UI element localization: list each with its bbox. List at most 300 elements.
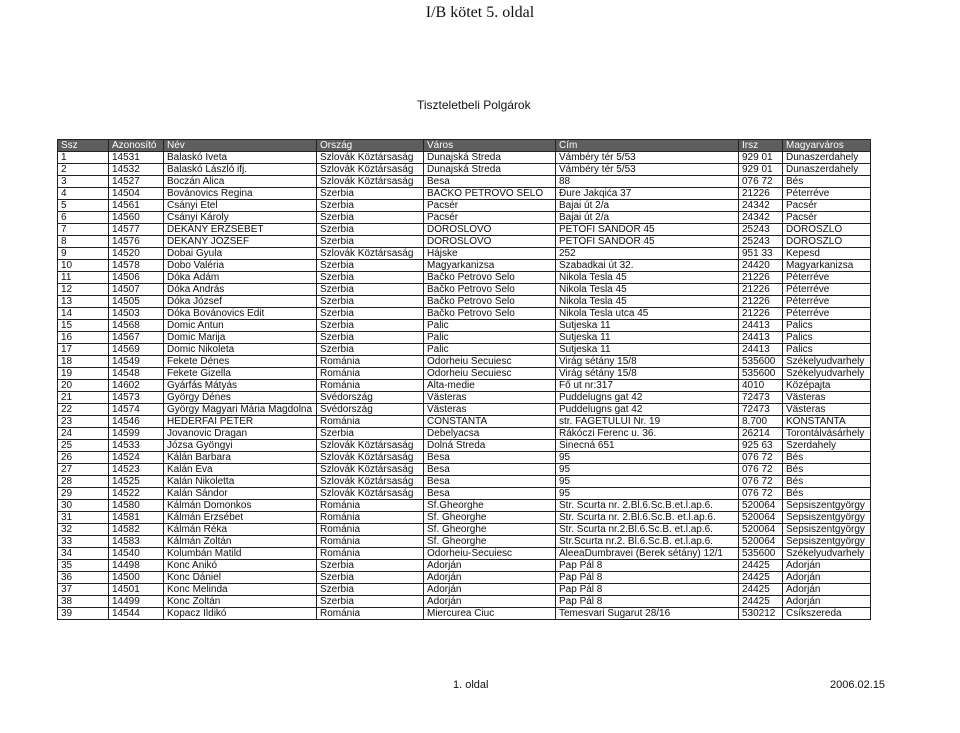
cell-magyarvaros: Bés bbox=[783, 488, 871, 500]
cell-orszag: Szerbia bbox=[317, 260, 424, 272]
cell-azonosito: 14599 bbox=[109, 428, 164, 440]
cell-irsz: 25243 bbox=[739, 236, 783, 248]
cell-magyarvaros: Péterréve bbox=[783, 284, 871, 296]
header-row bbox=[58, 140, 871, 152]
cell-irsz: 21226 bbox=[739, 272, 783, 284]
cell-magyarvaros: Szerdahely bbox=[783, 440, 871, 452]
cell-irsz: 535600 bbox=[739, 356, 783, 368]
cell-varos: Sf.Gheorghe bbox=[424, 500, 556, 512]
cell-orszag: Románia bbox=[317, 608, 424, 620]
cell-azonosito: 14523 bbox=[109, 464, 164, 476]
cell-varos: DOROSLOVO bbox=[424, 236, 556, 248]
cell-magyarvaros: Székelyudvarhely bbox=[783, 548, 871, 560]
cell-irsz: 535600 bbox=[739, 368, 783, 380]
table-row bbox=[58, 524, 871, 536]
cell-azonosito: 14501 bbox=[109, 584, 164, 596]
cell-azonosito: 14569 bbox=[109, 344, 164, 356]
cell-ssz: 9 bbox=[58, 248, 109, 260]
cell-cim: Puddelugns gat 42 bbox=[556, 404, 739, 416]
cell-azonosito: 14577 bbox=[109, 224, 164, 236]
cell-nev: Józsa Gyöngyi bbox=[164, 440, 317, 452]
table-row bbox=[58, 452, 871, 464]
cell-nev: György Dénes bbox=[164, 392, 317, 404]
cell-cim: Puddelugns gat 42 bbox=[556, 392, 739, 404]
cell-cim: Pap Pál 8 bbox=[556, 584, 739, 596]
cell-orszag: Románia bbox=[317, 500, 424, 512]
cell-cim: Fő ut nr:317 bbox=[556, 380, 739, 392]
cell-orszag: Svédország bbox=[317, 404, 424, 416]
cell-magyarvaros: Adorján bbox=[783, 560, 871, 572]
cell-orszag: Románia bbox=[317, 416, 424, 428]
cell-varos: Sf. Gheorghe bbox=[424, 512, 556, 524]
cell-cim: Vámbéry tér 5/53 bbox=[556, 152, 739, 164]
cell-irsz: 21226 bbox=[739, 188, 783, 200]
cell-varos: Västeras bbox=[424, 392, 556, 404]
cell-nev: Balaskó Iveta bbox=[164, 152, 317, 164]
cell-azonosito: 14505 bbox=[109, 296, 164, 308]
cell-orszag: Szerbia bbox=[317, 200, 424, 212]
cell-orszag: Szerbia bbox=[317, 320, 424, 332]
cell-ssz: 2 bbox=[58, 164, 109, 176]
cell-irsz: 925 63 bbox=[739, 440, 783, 452]
cell-magyarvaros: Sepsiszentgyörgy bbox=[783, 536, 871, 548]
cell-varos: Besa bbox=[424, 452, 556, 464]
cell-cim: Bajai út 2/a bbox=[556, 200, 739, 212]
cell-azonosito: 14568 bbox=[109, 320, 164, 332]
cell-magyarvaros: DOROSZLÓ bbox=[783, 224, 871, 236]
cell-azonosito: 14531 bbox=[109, 152, 164, 164]
cell-azonosito: 14525 bbox=[109, 476, 164, 488]
cell-cim: 95 bbox=[556, 464, 739, 476]
cell-orszag: Szerbia bbox=[317, 272, 424, 284]
cell-nev: Boczán Alica bbox=[164, 176, 317, 188]
cell-irsz: 076 72 bbox=[739, 176, 783, 188]
cell-cim: Virág sétány 15/8 bbox=[556, 356, 739, 368]
cell-ssz: 1 bbox=[58, 152, 109, 164]
column-header-ssz: Ssz bbox=[58, 140, 109, 152]
cell-nev: Konc Zoltán bbox=[164, 596, 317, 608]
table-row bbox=[58, 176, 871, 188]
cell-varos: Sf. Gheorghe bbox=[424, 536, 556, 548]
cell-orszag: Szerbia bbox=[317, 296, 424, 308]
cell-ssz: 7 bbox=[58, 224, 109, 236]
cell-orszag: Szerbia bbox=[317, 236, 424, 248]
table-row bbox=[58, 596, 871, 608]
cell-orszag: Románia bbox=[317, 356, 424, 368]
cell-varos: Besa bbox=[424, 464, 556, 476]
cell-varos: Adorján bbox=[424, 572, 556, 584]
cell-ssz: 29 bbox=[58, 488, 109, 500]
cell-nev: DÉKÁNY JÓZSEF bbox=[164, 236, 317, 248]
cell-cim: 95 bbox=[556, 476, 739, 488]
table-row bbox=[58, 548, 871, 560]
cell-irsz: 21226 bbox=[739, 284, 783, 296]
cell-cim: 95 bbox=[556, 452, 739, 464]
cell-varos: Adorján bbox=[424, 596, 556, 608]
cell-nev: Gyárfás Mátyás bbox=[164, 380, 317, 392]
table-row bbox=[58, 608, 871, 620]
cell-orszag: Románia bbox=[317, 368, 424, 380]
cell-orszag: Románia bbox=[317, 512, 424, 524]
cell-nev: Kolumbán Matild bbox=[164, 548, 317, 560]
cell-azonosito: 14506 bbox=[109, 272, 164, 284]
cell-orszag: Szlovák Köztársaság bbox=[317, 152, 424, 164]
cell-ssz: 30 bbox=[58, 500, 109, 512]
cell-azonosito: 14560 bbox=[109, 212, 164, 224]
table-row bbox=[58, 368, 871, 380]
table-row bbox=[58, 188, 871, 200]
cell-cim: PETŐFI SÁNDOR 45 bbox=[556, 224, 739, 236]
cell-cim: Szabadkai út 32. bbox=[556, 260, 739, 272]
cell-cim: Bajai út 2/a bbox=[556, 212, 739, 224]
table-row bbox=[58, 464, 871, 476]
cell-magyarvaros: Sepsiszentgyörgy bbox=[783, 500, 871, 512]
cell-ssz: 14 bbox=[58, 308, 109, 320]
cell-ssz: 36 bbox=[58, 572, 109, 584]
cell-varos: Odorheiu Secuiesc bbox=[424, 356, 556, 368]
cell-ssz: 38 bbox=[58, 596, 109, 608]
cell-irsz: 24425 bbox=[739, 596, 783, 608]
cell-ssz: 24 bbox=[58, 428, 109, 440]
cell-varos: Palic bbox=[424, 332, 556, 344]
table-row bbox=[58, 248, 871, 260]
table-row bbox=[58, 152, 871, 164]
cell-varos: Bačko Petrovo Selo bbox=[424, 284, 556, 296]
cell-azonosito: 14582 bbox=[109, 524, 164, 536]
cell-azonosito: 14522 bbox=[109, 488, 164, 500]
cell-orszag: Szerbia bbox=[317, 572, 424, 584]
table-row bbox=[58, 476, 871, 488]
table-row bbox=[58, 356, 871, 368]
cell-magyarvaros: Péterréve bbox=[783, 296, 871, 308]
table-row bbox=[58, 536, 871, 548]
cell-nev: Bovánovics Regina bbox=[164, 188, 317, 200]
cell-orszag: Szlovák Köztársaság bbox=[317, 488, 424, 500]
cell-varos: Hájske bbox=[424, 248, 556, 260]
cell-varos: Besa bbox=[424, 476, 556, 488]
table-row bbox=[58, 164, 871, 176]
cell-nev: Kálán Barbara bbox=[164, 452, 317, 464]
cell-irsz: 21226 bbox=[739, 308, 783, 320]
cell-orszag: Románia bbox=[317, 548, 424, 560]
cell-ssz: 3 bbox=[58, 176, 109, 188]
cell-varos: Bačko Petrovo Selo bbox=[424, 308, 556, 320]
table-row bbox=[58, 260, 871, 272]
cell-magyarvaros: Sepsiszentgyörgy bbox=[783, 512, 871, 524]
cell-irsz: 076 72 bbox=[739, 464, 783, 476]
cell-magyarvaros: Péterréve bbox=[783, 272, 871, 284]
cell-varos: Magyarkanizsa bbox=[424, 260, 556, 272]
cell-nev: HEDERFAI PETER bbox=[164, 416, 317, 428]
cell-cim: Nikola Tesla 45 bbox=[556, 284, 739, 296]
cell-magyarvaros: Székelyudvarhely bbox=[783, 368, 871, 380]
cell-nev: Fekete Dénes bbox=[164, 356, 317, 368]
cell-nev: Fekete Gizella bbox=[164, 368, 317, 380]
cell-azonosito: 14500 bbox=[109, 572, 164, 584]
cell-nev: Kálmán Zoltán bbox=[164, 536, 317, 548]
cell-magyarvaros: Pacsér bbox=[783, 212, 871, 224]
cell-cim: Sutjeska 11 bbox=[556, 344, 739, 356]
cell-ssz: 32 bbox=[58, 524, 109, 536]
cell-ssz: 18 bbox=[58, 356, 109, 368]
cell-irsz: 535600 bbox=[739, 548, 783, 560]
cell-azonosito: 14540 bbox=[109, 548, 164, 560]
cell-magyarvaros: Csíkszereda bbox=[783, 608, 871, 620]
cell-ssz: 26 bbox=[58, 452, 109, 464]
cell-azonosito: 14581 bbox=[109, 512, 164, 524]
column-header-irsz: Irsz bbox=[739, 140, 783, 152]
cell-irsz: 8.700 bbox=[739, 416, 783, 428]
cell-magyarvaros: Bés bbox=[783, 476, 871, 488]
cell-ssz: 5 bbox=[58, 200, 109, 212]
cell-nev: Csányi Etel bbox=[164, 200, 317, 212]
cell-ssz: 12 bbox=[58, 284, 109, 296]
cell-nev: Konc Anikó bbox=[164, 560, 317, 572]
cell-cim: Sutjeska 11 bbox=[556, 320, 739, 332]
cell-ssz: 21 bbox=[58, 392, 109, 404]
table-row bbox=[58, 272, 871, 284]
cell-orszag: Szerbia bbox=[317, 584, 424, 596]
table-row bbox=[58, 344, 871, 356]
cell-varos: Sf. Gheorghe bbox=[424, 524, 556, 536]
table-row bbox=[58, 404, 871, 416]
cell-azonosito: 14602 bbox=[109, 380, 164, 392]
cell-ssz: 8 bbox=[58, 236, 109, 248]
cell-azonosito: 14578 bbox=[109, 260, 164, 272]
table-row bbox=[58, 284, 871, 296]
cell-magyarvaros: Péterréve bbox=[783, 188, 871, 200]
cell-magyarvaros: Bés bbox=[783, 464, 871, 476]
cell-irsz: 951 33 bbox=[739, 248, 783, 260]
table-title: Tiszteletbeli Polgárok bbox=[417, 98, 531, 112]
cell-irsz: 520064 bbox=[739, 500, 783, 512]
cell-varos: Miercurea Ciuc bbox=[424, 608, 556, 620]
cell-azonosito: 14580 bbox=[109, 500, 164, 512]
cell-irsz: 72473 bbox=[739, 392, 783, 404]
cell-ssz: 22 bbox=[58, 404, 109, 416]
cell-ssz: 37 bbox=[58, 584, 109, 596]
column-header-magyarvaros: Magyarváros bbox=[783, 140, 871, 152]
cell-orszag: Románia bbox=[317, 380, 424, 392]
cell-magyarvaros: Västeras bbox=[783, 392, 871, 404]
cell-azonosito: 14546 bbox=[109, 416, 164, 428]
cell-cim: Đure Jakqića 37 bbox=[556, 188, 739, 200]
cell-orszag: Szlovák Köztársaság bbox=[317, 464, 424, 476]
table-row bbox=[58, 428, 871, 440]
table-body bbox=[58, 152, 871, 620]
cell-nev: Kálmán Erzsébet bbox=[164, 512, 317, 524]
cell-nev: Dóka Ádám bbox=[164, 272, 317, 284]
cell-magyarvaros: Péterréve bbox=[783, 308, 871, 320]
cell-cim: Pap Pál 8 bbox=[556, 596, 739, 608]
table-row bbox=[58, 320, 871, 332]
cell-varos: Dunajská Streda bbox=[424, 164, 556, 176]
cell-azonosito: 14524 bbox=[109, 452, 164, 464]
cell-varos: Palic bbox=[424, 344, 556, 356]
cell-cim: Str.Scurta nr.2. Bl.6.Sc.B. et.l.ap.6. bbox=[556, 536, 739, 548]
cell-azonosito: 14520 bbox=[109, 248, 164, 260]
cell-ssz: 17 bbox=[58, 344, 109, 356]
cell-nev: Kalán Nikoletta bbox=[164, 476, 317, 488]
cell-cim: Nikola Tesla 45 bbox=[556, 296, 739, 308]
cell-ssz: 6 bbox=[58, 212, 109, 224]
cell-ssz: 25 bbox=[58, 440, 109, 452]
table-row bbox=[58, 440, 871, 452]
cell-ssz: 33 bbox=[58, 536, 109, 548]
cell-magyarvaros: Középajta bbox=[783, 380, 871, 392]
cell-varos: DOROSLOVO bbox=[424, 224, 556, 236]
cell-irsz: 24342 bbox=[739, 212, 783, 224]
cell-varos: Palic bbox=[424, 320, 556, 332]
cell-nev: Domic Nikoleta bbox=[164, 344, 317, 356]
cell-irsz: 21226 bbox=[739, 296, 783, 308]
cell-nev: Kálmán Réka bbox=[164, 524, 317, 536]
cell-nev: DÉKÁNY ERZSÉBET bbox=[164, 224, 317, 236]
cell-irsz: 24425 bbox=[739, 560, 783, 572]
cell-ssz: 10 bbox=[58, 260, 109, 272]
cell-nev: Csányi Károly bbox=[164, 212, 317, 224]
footer-date: 2006.02.15 bbox=[830, 679, 886, 691]
cell-varos: Västeras bbox=[424, 404, 556, 416]
cell-orszag: Szerbia bbox=[317, 188, 424, 200]
cell-magyarvaros: Palics bbox=[783, 320, 871, 332]
cell-nev: Dóka András bbox=[164, 284, 317, 296]
cell-nev: Dobo Valéria bbox=[164, 260, 317, 272]
cell-irsz: 24413 bbox=[739, 332, 783, 344]
cell-ssz: 11 bbox=[58, 272, 109, 284]
cell-irsz: 4010 bbox=[739, 380, 783, 392]
cell-cim: Pap Pál 8 bbox=[556, 560, 739, 572]
cell-ssz: 16 bbox=[58, 332, 109, 344]
cell-ssz: 13 bbox=[58, 296, 109, 308]
cell-orszag: Szlovák Köztársaság bbox=[317, 452, 424, 464]
cell-azonosito: 14576 bbox=[109, 236, 164, 248]
cell-nev: Dóka József bbox=[164, 296, 317, 308]
cell-irsz: 520064 bbox=[739, 524, 783, 536]
cell-magyarvaros: Västeras bbox=[783, 404, 871, 416]
cell-irsz: 929 01 bbox=[739, 152, 783, 164]
page-header bbox=[0, 0, 960, 24]
cell-irsz: 26214 bbox=[739, 428, 783, 440]
table-row bbox=[58, 224, 871, 236]
cell-irsz: 929 01 bbox=[739, 164, 783, 176]
cell-nev: Kopacz Ildikó bbox=[164, 608, 317, 620]
cell-magyarvaros: DOROSZLÓ bbox=[783, 236, 871, 248]
cell-orszag: Szerbia bbox=[317, 344, 424, 356]
cell-azonosito: 14561 bbox=[109, 200, 164, 212]
cell-magyarvaros: Torontálvásárhely bbox=[783, 428, 871, 440]
cell-azonosito: 14574 bbox=[109, 404, 164, 416]
cell-varos: Bačko Petrovo Selo bbox=[424, 296, 556, 308]
cell-varos: CONSTANTA bbox=[424, 416, 556, 428]
cell-nev: Dobai Gyula bbox=[164, 248, 317, 260]
cell-varos: Pacsér bbox=[424, 212, 556, 224]
cell-cim: Virág sétány 15/8 bbox=[556, 368, 739, 380]
cell-irsz: 076 72 bbox=[739, 488, 783, 500]
cell-nev: Konc Dániel bbox=[164, 572, 317, 584]
cell-nev: Kálmán Domonkos bbox=[164, 500, 317, 512]
table-row bbox=[58, 392, 871, 404]
cell-irsz: 72473 bbox=[739, 404, 783, 416]
cell-orszag: Szlovák Köztársaság bbox=[317, 176, 424, 188]
column-header-orszag: Ország bbox=[317, 140, 424, 152]
cell-cim: Rákóczi Ferenc u. 36. bbox=[556, 428, 739, 440]
cell-varos: Dolná Streda bbox=[424, 440, 556, 452]
column-header-cim: Cím bbox=[556, 140, 739, 152]
cell-magyarvaros: Adorján bbox=[783, 584, 871, 596]
cell-ssz: 4 bbox=[58, 188, 109, 200]
cell-magyarvaros: Bés bbox=[783, 176, 871, 188]
cell-irsz: 25243 bbox=[739, 224, 783, 236]
cell-magyarvaros: Sepsiszentgyörgy bbox=[783, 524, 871, 536]
cell-orszag: Románia bbox=[317, 536, 424, 548]
cell-nev: Domic Marija bbox=[164, 332, 317, 344]
cell-orszag: Szerbia bbox=[317, 560, 424, 572]
cell-magyarvaros: Dunaszerdahely bbox=[783, 164, 871, 176]
cell-azonosito: 14532 bbox=[109, 164, 164, 176]
cell-azonosito: 14504 bbox=[109, 188, 164, 200]
table-row bbox=[58, 512, 871, 524]
cell-cim: Temesvari Sugarut 28/16 bbox=[556, 608, 739, 620]
cell-cim: 95 bbox=[556, 488, 739, 500]
cell-azonosito: 14527 bbox=[109, 176, 164, 188]
cell-orszag: Szerbia bbox=[317, 596, 424, 608]
cell-azonosito: 14498 bbox=[109, 560, 164, 572]
cell-cim: Str. Scurta nr. 2.Bl.6.Sc.B. et.l.ap.6. bbox=[556, 512, 739, 524]
cell-cim: Str. Scurta nr.2.Bl.6.Sc.B. et.l.ap.6. bbox=[556, 524, 739, 536]
cell-orszag: Szerbia bbox=[317, 308, 424, 320]
cell-orszag: Svédország bbox=[317, 392, 424, 404]
table-row bbox=[58, 488, 871, 500]
table-row bbox=[58, 560, 871, 572]
cell-varos: Debelyacsa bbox=[424, 428, 556, 440]
cell-cim: AleeaDumbravei (Berek sétány) 12/1 bbox=[556, 548, 739, 560]
cell-ssz: 35 bbox=[58, 560, 109, 572]
cell-cim: Str. Scurta nr. 2.Bl.6.Sc.B.et.l.ap.6. bbox=[556, 500, 739, 512]
table-row bbox=[58, 236, 871, 248]
cell-cim: Sinecná 651 bbox=[556, 440, 739, 452]
cell-varos: Besa bbox=[424, 488, 556, 500]
table-row bbox=[58, 584, 871, 596]
cell-varos: Bačko Petrovo Selo bbox=[424, 272, 556, 284]
cell-orszag: Szlovák Köztársaság bbox=[317, 248, 424, 260]
column-header-varos: Város bbox=[424, 140, 556, 152]
cell-ssz: 28 bbox=[58, 476, 109, 488]
cell-irsz: 24413 bbox=[739, 320, 783, 332]
cell-varos: Pacsér bbox=[424, 200, 556, 212]
cell-nev: Domic Antun bbox=[164, 320, 317, 332]
cell-azonosito: 14507 bbox=[109, 284, 164, 296]
cell-azonosito: 14533 bbox=[109, 440, 164, 452]
table-row bbox=[58, 308, 871, 320]
cell-orszag: Szerbia bbox=[317, 212, 424, 224]
cell-varos: Besa bbox=[424, 176, 556, 188]
cell-magyarvaros: Pacsér bbox=[783, 200, 871, 212]
cell-magyarvaros: Magyarkanizsa bbox=[783, 260, 871, 272]
cell-orszag: Szlovák Köztársaság bbox=[317, 440, 424, 452]
table-row bbox=[58, 380, 871, 392]
cell-irsz: 24425 bbox=[739, 572, 783, 584]
column-header-azonosito: Azonosító bbox=[109, 140, 164, 152]
cell-orszag: Szlovák Köztársaság bbox=[317, 164, 424, 176]
cell-irsz: 24425 bbox=[739, 584, 783, 596]
table-row bbox=[58, 200, 871, 212]
table-row bbox=[58, 296, 871, 308]
cell-varos: BAČKO PETROVO SELO bbox=[424, 188, 556, 200]
cell-varos: Adorján bbox=[424, 560, 556, 572]
cell-orszag: Szerbia bbox=[317, 224, 424, 236]
cell-irsz: 24420 bbox=[739, 260, 783, 272]
